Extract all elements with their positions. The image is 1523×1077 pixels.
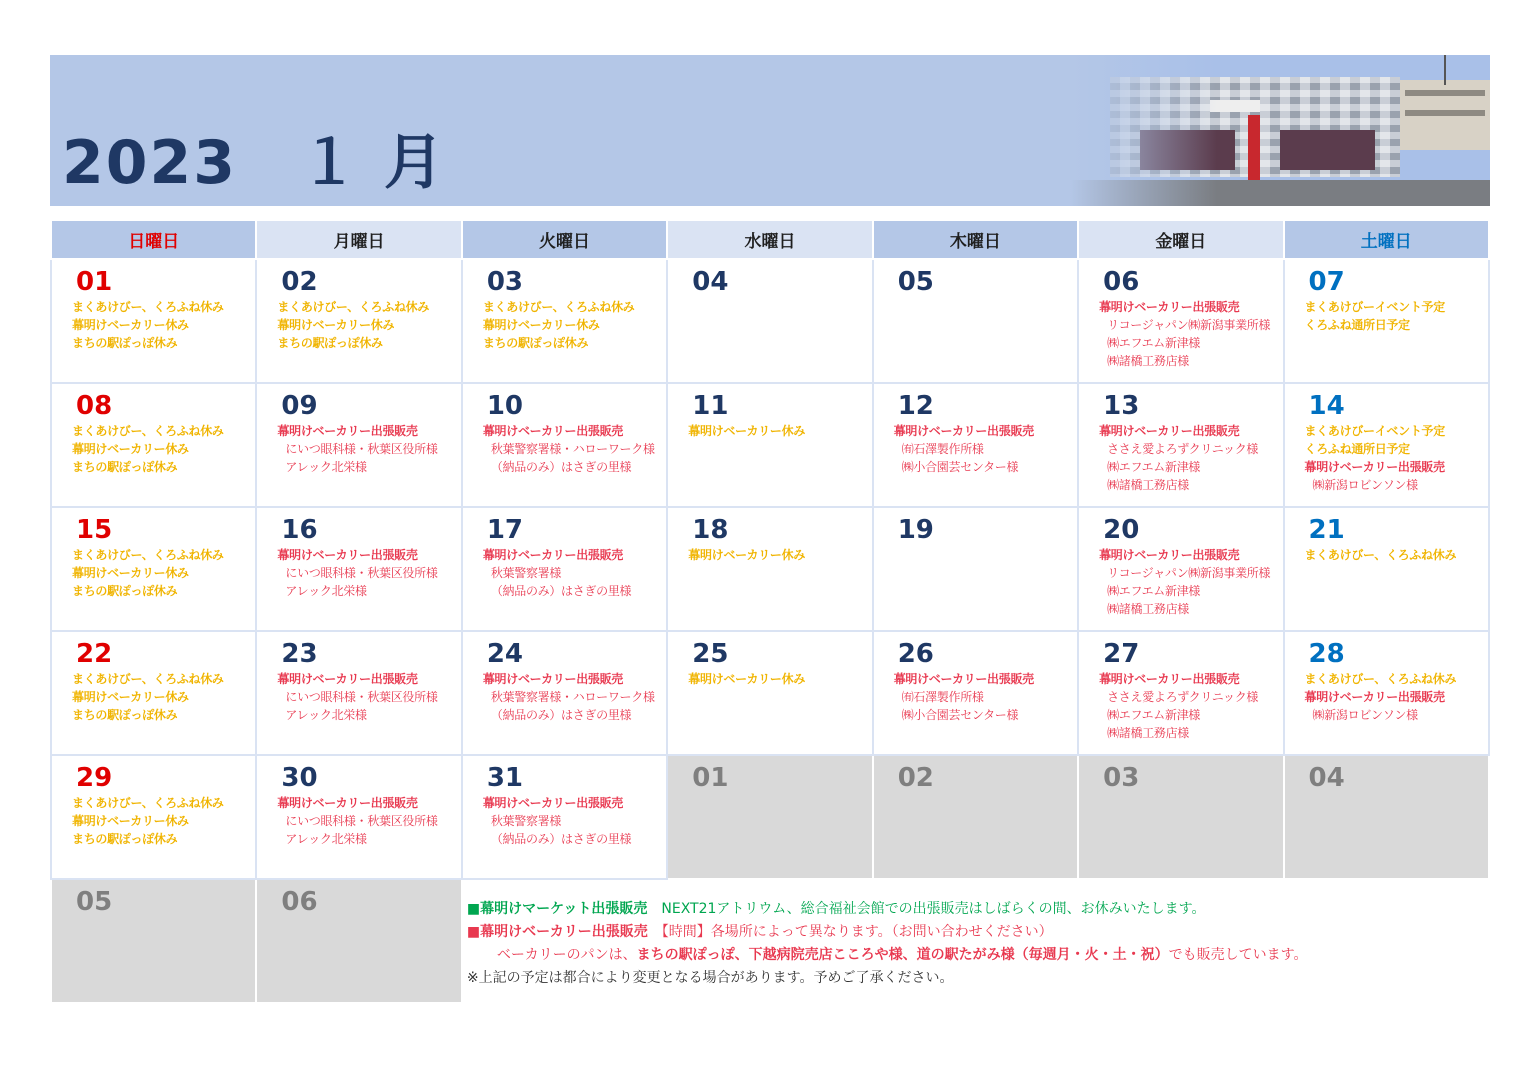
event-line: ㈱小合園芸センター様	[901, 708, 1019, 722]
event-line: ㈱エフエム新津様	[1107, 460, 1201, 474]
event-line: ㈱諸橋工務店様	[1107, 602, 1190, 616]
day-number: 31	[486, 763, 524, 793]
event-line: まくあけびー、くろふね休み	[1304, 672, 1457, 686]
day-number: 01	[692, 763, 729, 793]
event-line: ささえ愛よろずクリニック様	[1107, 442, 1259, 456]
day-number: 08	[76, 391, 113, 421]
day-number: 06	[281, 887, 318, 917]
event-line: 幕明けベーカリー休み	[482, 318, 600, 332]
event-line: アレック北栄様	[285, 708, 367, 722]
day-cell	[667, 631, 872, 755]
event-line: まくあけびーイベント予定	[1304, 300, 1445, 314]
note-text: NEXT21アトリウム、総合福祉会館での出張販売はしばらくの間、お休みいたします。	[661, 901, 1206, 917]
note-heading: ■幕明けマーケット出張販売	[466, 901, 648, 917]
day-number: 28	[1308, 639, 1345, 669]
weekday-monday: 月曜日	[256, 220, 461, 259]
event-line: まちの駅ぽっぽ休み	[72, 336, 178, 350]
event-line: 幕明けベーカリー出張販売	[1099, 548, 1240, 562]
day-cell	[1078, 259, 1283, 383]
day-number: 07	[1308, 267, 1345, 297]
day-cell	[1284, 507, 1489, 631]
event-line: 幕明けベーカリー出張販売	[482, 424, 624, 438]
page-title: 2023 １ 月	[62, 128, 446, 198]
event-line: まちの駅ぽっぽ休み	[72, 460, 178, 474]
event-line: 秋葉警察署様・ハローワーク様	[490, 442, 655, 456]
day-cell	[51, 755, 256, 879]
note-text-bold: まちの駅ぽっぽ、下越病院売店こころや様、道の駅たがみ様（毎週月・火・土・祝）	[636, 947, 1169, 963]
event-line: 幕明けベーカリー出張販売	[482, 548, 624, 562]
day-number: 17	[486, 515, 524, 545]
event-line: まくあけびー、くろふね休み	[1304, 548, 1457, 562]
day-number: 12	[897, 391, 934, 421]
event-line: ㈱諸橋工務店様	[1107, 726, 1190, 740]
day-number: 23	[281, 639, 318, 669]
event-line: くろふね通所日予定	[1304, 318, 1410, 332]
day-number: 04	[692, 267, 729, 297]
day-number: 26	[897, 639, 934, 669]
note-heading: ■幕明けベーカリー出張販売	[466, 924, 648, 940]
event-line: 幕明けベーカリー休み	[688, 672, 806, 686]
event-line: 幕明けベーカリー出張販売	[893, 672, 1034, 686]
event-line: 秋葉警察署様・ハローワーク様	[490, 690, 655, 704]
event-line: 幕明けベーカリー出張販売	[482, 672, 624, 686]
day-number: 02	[897, 763, 934, 793]
event-line: ㈱諸橋工務店様	[1107, 354, 1190, 368]
day-cell	[256, 755, 461, 879]
event-line: ㈱エフエム新津様	[1107, 708, 1201, 722]
event-line: 幕明けベーカリー出張販売	[1099, 424, 1240, 438]
day-cell-next-month	[667, 755, 872, 879]
event-line: にいつ眼科様・秋葉区役所様	[285, 566, 438, 580]
note-text: でも販売しています。	[1168, 947, 1308, 963]
event-line: まくあけびー、くろふね休み	[72, 796, 224, 810]
day-cell	[51, 259, 256, 383]
day-cell-next-month	[1284, 755, 1489, 879]
event-line: まちの駅ぽっぽ休み	[482, 336, 589, 350]
day-cell	[462, 383, 667, 507]
day-cell	[1078, 383, 1283, 507]
day-cell	[51, 631, 256, 755]
day-cell	[256, 383, 461, 507]
weekday-header-row	[51, 220, 1489, 259]
event-line: 幕明けベーカリー出張販売	[1099, 672, 1240, 686]
day-number: 30	[281, 763, 318, 793]
day-cell	[1284, 259, 1489, 383]
event-line: 幕明けベーカリー出張販売	[1304, 460, 1445, 474]
day-number: 16	[281, 515, 318, 545]
weekday-friday: 金曜日	[1078, 220, 1283, 259]
day-cell	[462, 755, 667, 879]
weekday-tuesday: 火曜日	[462, 220, 667, 259]
event-line: にいつ眼科様・秋葉区役所様	[285, 814, 438, 828]
event-line: ㈲石澤製作所様	[901, 442, 984, 456]
day-number: 02	[281, 267, 318, 297]
day-number: 01	[76, 267, 113, 297]
weekday-saturday: 土曜日	[1284, 220, 1489, 259]
day-number: 29	[76, 763, 113, 793]
day-number: 05	[897, 267, 934, 297]
day-cell	[1078, 507, 1283, 631]
event-line: 秋葉警察署様	[490, 814, 562, 828]
week-row	[51, 755, 1489, 879]
event-line: 幕明けベーカリー出張販売	[1099, 300, 1240, 314]
day-number: 19	[897, 515, 934, 545]
event-line: 幕明けベーカリー出張販売	[277, 796, 418, 810]
event-line: リコージャパン㈱新潟事業所様	[1107, 566, 1271, 580]
day-number: 11	[692, 391, 729, 421]
week-row	[51, 259, 1489, 383]
event-line: まちの駅ぽっぽ休み	[72, 708, 178, 722]
day-number: 22	[76, 639, 113, 669]
event-line: リコージャパン㈱新潟事業所様	[1107, 318, 1271, 332]
event-line: 幕明けベーカリー休み	[72, 566, 189, 580]
day-cell	[873, 631, 1078, 755]
event-line: （納品のみ）はさぎの里様	[490, 584, 632, 598]
day-cell-next-month	[1078, 755, 1283, 879]
event-line: まくあけびー、くろふね休み	[482, 300, 635, 314]
day-number: 10	[486, 391, 524, 421]
day-cell	[51, 507, 256, 631]
day-cell	[667, 507, 872, 631]
event-line: ㈱新潟ロビンソン様	[1312, 708, 1418, 722]
event-line: ㈱エフエム新津様	[1107, 336, 1201, 350]
event-line: まくあけびー、くろふね休み	[72, 300, 224, 314]
header-banner	[50, 55, 1490, 206]
day-number: 05	[76, 887, 113, 917]
event-line: まくあけびー、くろふね休み	[72, 672, 224, 686]
event-line: 幕明けベーカリー出張販売	[1304, 690, 1445, 704]
event-line: まちの駅ぽっぽ休み	[277, 336, 383, 350]
day-cell	[256, 507, 461, 631]
event-line: にいつ眼科様・秋葉区役所様	[285, 442, 438, 456]
building-photo	[1070, 55, 1490, 206]
day-cell	[873, 383, 1078, 507]
event-line: 幕明けベーカリー出張販売	[277, 548, 418, 562]
note-line	[467, 921, 1489, 944]
day-cell-next-month	[873, 755, 1078, 879]
calendar-grid	[50, 219, 1490, 1004]
event-line: ㈱新潟ロビンソン様	[1312, 478, 1418, 492]
event-line: まちの駅ぽっぽ休み	[72, 584, 178, 598]
event-line: 幕明けベーカリー休み	[688, 424, 806, 438]
day-cell	[667, 383, 872, 507]
day-number: 06	[1103, 267, 1140, 297]
day-number: 04	[1308, 763, 1345, 793]
event-line: 幕明けベーカリー休み	[688, 548, 806, 562]
event-line: にいつ眼科様・秋葉区役所様	[285, 690, 438, 704]
day-cell	[256, 259, 461, 383]
note-line	[467, 944, 1489, 967]
day-cell	[462, 631, 667, 755]
week-row	[51, 383, 1489, 507]
day-cell-next-month	[256, 879, 461, 1003]
week-row	[51, 631, 1489, 755]
event-line: （納品のみ）はさぎの里様	[490, 832, 632, 846]
day-number: 21	[1308, 515, 1345, 545]
day-number: 03	[1103, 763, 1140, 793]
day-cell	[256, 631, 461, 755]
event-line: ささえ愛よろずクリニック様	[1107, 690, 1259, 704]
day-cell-next-month	[51, 879, 256, 1003]
event-line: ㈱小合園芸センター様	[901, 460, 1019, 474]
event-line: ㈱エフエム新津様	[1107, 584, 1201, 598]
note-text: ベーカリーのパンは、	[496, 947, 637, 963]
event-line: 幕明けベーカリー休み	[72, 318, 189, 332]
week-row	[51, 879, 1489, 1003]
event-line: まくあけびー、くろふね休み	[72, 548, 224, 562]
notes-area	[462, 879, 1489, 1003]
event-line: 幕明けベーカリー出張販売	[482, 796, 624, 810]
event-line: ㈲石澤製作所様	[901, 690, 984, 704]
event-line: くろふね通所日予定	[1304, 442, 1410, 456]
day-cell	[873, 507, 1078, 631]
day-number: 25	[692, 639, 729, 669]
event-line: アレック北栄様	[285, 584, 367, 598]
day-number: 13	[1103, 391, 1140, 421]
event-line: 幕明けベーカリー出張販売	[277, 672, 418, 686]
day-cell	[873, 259, 1078, 383]
day-number: 15	[76, 515, 113, 545]
day-cell	[462, 259, 667, 383]
day-cell	[51, 383, 256, 507]
event-line: まちの駅ぽっぽ休み	[72, 832, 178, 846]
day-number: 20	[1103, 515, 1140, 545]
weekday-sunday: 日曜日	[51, 220, 256, 259]
event-line: まくあけびー、くろふね休み	[72, 424, 224, 438]
disclaimer: ※上記の予定は都合により変更となる場合があります。予めご了承ください。	[466, 970, 954, 986]
day-number: 09	[281, 391, 318, 421]
weekday-wednesday: 水曜日	[667, 220, 872, 259]
event-line: アレック北栄様	[285, 832, 367, 846]
day-cell	[1284, 631, 1489, 755]
event-line: 幕明けベーカリー休み	[277, 318, 395, 332]
event-line: 幕明けベーカリー出張販売	[277, 424, 418, 438]
event-line: 幕明けベーカリー休み	[72, 442, 189, 456]
event-line: （納品のみ）はさぎの里様	[490, 708, 632, 722]
event-line: アレック北栄様	[285, 460, 367, 474]
day-cell	[462, 507, 667, 631]
event-line: 幕明けベーカリー休み	[72, 690, 189, 704]
week-row	[51, 507, 1489, 631]
day-number: 14	[1308, 391, 1345, 421]
note-text: 【時間】各場所によって異なります。（お問い合わせください）	[661, 924, 1053, 940]
day-cell	[1284, 383, 1489, 507]
day-number: 18	[692, 515, 729, 545]
day-cell	[1078, 631, 1283, 755]
day-number: 03	[486, 267, 524, 297]
note-line	[467, 898, 1489, 921]
event-line: （納品のみ）はさぎの里様	[490, 460, 632, 474]
event-line: 幕明けベーカリー出張販売	[893, 424, 1034, 438]
day-cell	[667, 259, 872, 383]
day-number: 27	[1103, 639, 1140, 669]
event-line: ㈱諸橋工務店様	[1107, 478, 1190, 492]
calendar-table	[50, 219, 1490, 1004]
event-line: 秋葉警察署様	[490, 566, 562, 580]
event-line: まくあけびー、くろふね休み	[277, 300, 430, 314]
event-line: まくあけびーイベント予定	[1304, 424, 1445, 438]
weekday-thursday: 木曜日	[873, 220, 1078, 259]
event-line: 幕明けベーカリー休み	[72, 814, 189, 828]
day-number: 24	[486, 639, 524, 669]
